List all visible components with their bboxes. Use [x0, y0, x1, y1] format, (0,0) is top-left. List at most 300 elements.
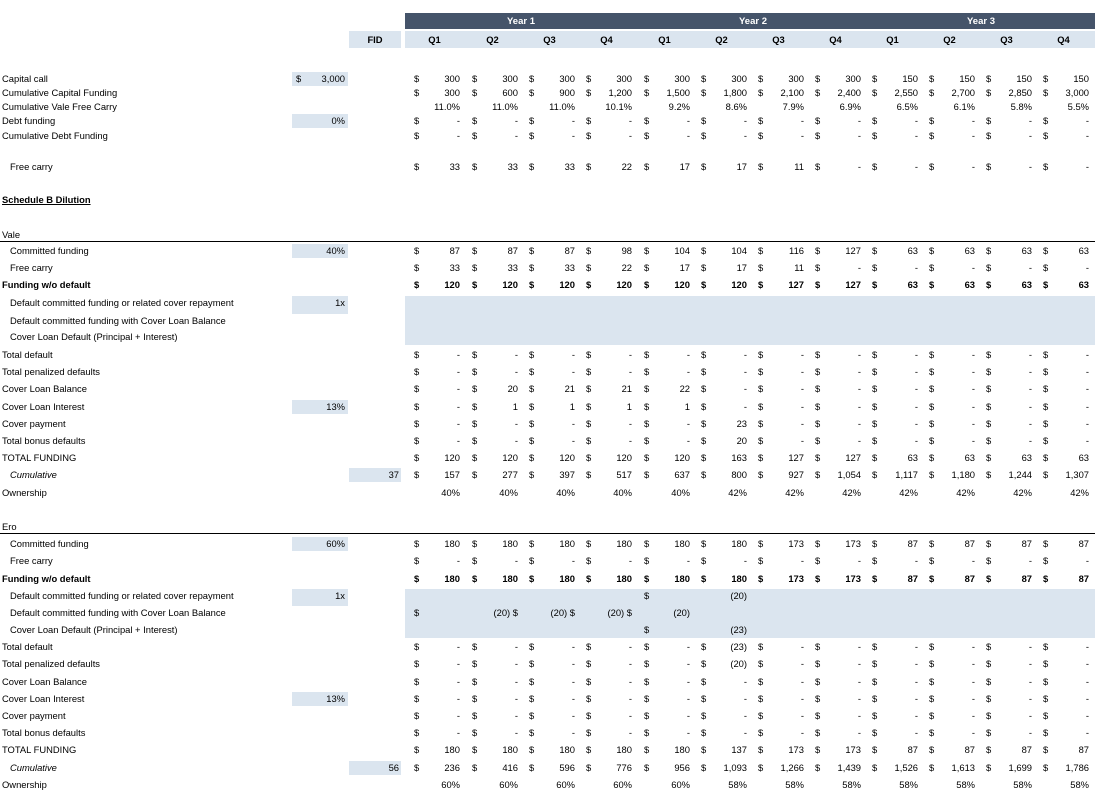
- cell-dollar-sign: $: [872, 130, 878, 141]
- table-cell: -: [514, 115, 518, 126]
- row-label: Funding w/o default: [2, 279, 91, 290]
- cell-dollar-sign: $: [1043, 727, 1049, 738]
- table-cell: 1,117: [895, 469, 918, 480]
- cell-dollar-sign: $: [701, 115, 707, 126]
- cell-dollar-sign: $: [586, 130, 592, 141]
- table-cell: 180: [616, 573, 632, 584]
- table-cell: 300: [788, 73, 804, 84]
- table-cell: -: [686, 366, 690, 377]
- table-cell: -: [971, 693, 975, 704]
- cell-dollar-sign: $: [815, 676, 821, 687]
- input-value[interactable]: 13%: [326, 693, 345, 704]
- cell-dollar-sign: $: [472, 161, 478, 172]
- cell-dollar-sign: $: [414, 279, 420, 290]
- cell-dollar-sign: $: [701, 245, 707, 256]
- cell-dollar-sign: $: [586, 245, 592, 256]
- table-cell: 58%: [1070, 779, 1089, 790]
- table-cell: 20: [736, 435, 747, 446]
- table-cell: -: [456, 658, 460, 669]
- quarter-header-label: Q1: [658, 34, 671, 45]
- table-cell: -: [914, 555, 918, 566]
- row-label: Default committed funding or related cover repayment: [10, 297, 234, 308]
- cell-dollar-sign: $: [414, 262, 420, 273]
- fid-value[interactable]: 37: [388, 469, 399, 480]
- cell-dollar-sign: $: [1043, 641, 1049, 652]
- table-cell: 87: [907, 744, 918, 755]
- cell-dollar-sign: $: [414, 418, 420, 429]
- table-cell: -: [914, 161, 918, 172]
- cell-dollar-sign: $: [986, 115, 992, 126]
- cell-dollar-sign: $: [472, 658, 478, 669]
- cell-dollar-sign: $: [758, 641, 764, 652]
- table-cell: -: [686, 676, 690, 687]
- cell-dollar-sign: $: [758, 727, 764, 738]
- table-cell: -: [857, 401, 861, 412]
- table-cell: -: [857, 658, 861, 669]
- cell-dollar-sign: $: [1043, 435, 1049, 446]
- table-cell: 180: [674, 744, 690, 755]
- table-cell: 180: [731, 573, 747, 584]
- cell-dollar-sign: $: [872, 658, 878, 669]
- cell-dollar-sign: $: [1043, 130, 1049, 141]
- cell-dollar-sign: $: [472, 469, 478, 480]
- table-cell: -: [857, 161, 861, 172]
- cell-dollar-sign: $: [872, 641, 878, 652]
- table-cell: -: [1028, 676, 1032, 687]
- cell-dollar-sign: $: [929, 418, 935, 429]
- table-cell: 137: [731, 744, 747, 755]
- table-cell: -: [971, 418, 975, 429]
- table-cell: -: [1085, 401, 1089, 412]
- cell-dollar-sign: $: [986, 469, 992, 480]
- cell-dollar-sign: $: [644, 262, 650, 273]
- input-value[interactable]: 1x: [335, 297, 345, 308]
- cell-dollar-sign: $: [472, 676, 478, 687]
- cell-dollar-sign: $: [472, 73, 478, 84]
- table-cell: -: [743, 349, 747, 360]
- table-cell: 157: [444, 469, 460, 480]
- cell-dollar-sign: $: [472, 435, 478, 446]
- cell-dollar-sign: $: [644, 469, 650, 480]
- cell-dollar-sign: $: [586, 641, 592, 652]
- cell-dollar-sign: $: [929, 555, 935, 566]
- cell-dollar-sign: $: [986, 87, 992, 98]
- table-cell: -: [628, 658, 632, 669]
- table-cell: 120: [502, 452, 518, 463]
- table-row: [0, 365, 1104, 379]
- table-row: [0, 623, 1104, 637]
- row-label: Capital call: [2, 73, 48, 84]
- table-cell: 173: [845, 744, 861, 755]
- table-cell: -: [1028, 161, 1032, 172]
- fid-value[interactable]: 56: [388, 762, 399, 773]
- table-cell: 3,000: [1065, 87, 1089, 98]
- table-cell: 33: [507, 262, 518, 273]
- table-cell: -: [514, 727, 518, 738]
- input-value[interactable]: 1x: [335, 590, 345, 601]
- table-cell: 104: [674, 245, 690, 256]
- cell-dollar-sign: $: [586, 693, 592, 704]
- row-label: Cover Loan Balance: [2, 383, 87, 394]
- cell-dollar-sign: $: [872, 693, 878, 704]
- table-cell: 87: [1021, 538, 1032, 549]
- table-cell: 63: [1021, 452, 1032, 463]
- cell-dollar-sign: $: [529, 435, 535, 446]
- quarter-header-label: Q3: [543, 34, 556, 45]
- cell-dollar-sign: $: [414, 658, 420, 669]
- input-value[interactable]: 40%: [326, 245, 345, 256]
- table-cell: 20: [507, 383, 518, 394]
- cell-dollar-sign: $: [758, 469, 764, 480]
- cell-dollar-sign: $: [929, 115, 935, 126]
- cell-dollar-sign: $: [414, 452, 420, 463]
- cell-dollar-sign: $: [758, 538, 764, 549]
- table-cell: 63: [907, 245, 918, 256]
- table-row: [0, 86, 1104, 100]
- table-cell: 300: [444, 73, 460, 84]
- cell-dollar-sign: $: [644, 115, 650, 126]
- cell-dollar-sign: $: [815, 710, 821, 721]
- cell-dollar-sign: $: [701, 555, 707, 566]
- table-cell: 150: [959, 73, 975, 84]
- table-cell: -: [857, 555, 861, 566]
- table-cell: 180: [444, 744, 460, 755]
- table-cell: -: [456, 727, 460, 738]
- cell-dollar-sign: $: [758, 435, 764, 446]
- table-cell: -: [571, 658, 575, 669]
- table-cell: -: [743, 727, 747, 738]
- table-cell: 1,526: [894, 762, 918, 773]
- table-cell: 180: [559, 573, 575, 584]
- row-label: Total bonus defaults: [2, 435, 86, 446]
- table-cell: 11.0%: [434, 101, 460, 112]
- input-value[interactable]: 3,000: [321, 73, 345, 84]
- table-cell: -: [1085, 383, 1089, 394]
- table-cell: 1,699: [1008, 762, 1032, 773]
- table-cell: 1,244: [1008, 469, 1032, 480]
- cell-dollar-sign: $: [929, 87, 935, 98]
- row-label: Default committed funding or related cover repayment: [10, 590, 234, 601]
- table-cell: -: [1085, 115, 1089, 126]
- cell-dollar-sign: $: [815, 727, 821, 738]
- cell-dollar-sign: $: [1043, 676, 1049, 687]
- cell-dollar-sign: $: [414, 573, 420, 584]
- table-cell: -: [571, 555, 575, 566]
- table-cell: 600: [502, 87, 518, 98]
- cell-dollar-sign: $: [872, 115, 878, 126]
- cell-dollar-sign: $: [872, 73, 878, 84]
- cell-dollar-sign: $: [872, 383, 878, 394]
- cell-dollar-sign: $: [701, 366, 707, 377]
- quarter-header-label: Q2: [943, 34, 956, 45]
- row-label: Cover payment: [2, 418, 66, 429]
- quarter-header-label: Q4: [600, 34, 613, 45]
- table-cell: -: [743, 366, 747, 377]
- table-cell: 5.5%: [1067, 101, 1089, 112]
- cell-dollar-sign: $: [758, 401, 764, 412]
- year-3-label: Year 3: [967, 16, 995, 27]
- cell-dollar-sign: $: [529, 676, 535, 687]
- table-cell: 63: [1078, 452, 1089, 463]
- table-cell: -: [914, 727, 918, 738]
- table-row: [0, 606, 1104, 620]
- cell-dollar-sign: $: [414, 130, 420, 141]
- table-cell: -: [686, 693, 690, 704]
- table-cell: 120: [444, 279, 460, 290]
- table-cell: -: [857, 349, 861, 360]
- table-cell: -: [1028, 366, 1032, 377]
- table-cell: -: [456, 349, 460, 360]
- table-cell: -: [686, 727, 690, 738]
- cell-dollar-sign: $: [586, 262, 592, 273]
- quarter-header-label: Q2: [486, 34, 499, 45]
- cell-dollar-sign: $: [529, 641, 535, 652]
- table-cell: 63: [964, 245, 975, 256]
- cell-dollar-sign: $: [472, 87, 478, 98]
- cell-dollar-sign: $: [815, 349, 821, 360]
- cell-dollar-sign: $: [986, 658, 992, 669]
- table-cell: 1,500: [666, 87, 690, 98]
- table-cell: -: [1085, 418, 1089, 429]
- cell-dollar-sign: $: [644, 435, 650, 446]
- cell-dollar-sign: $: [644, 641, 650, 652]
- table-cell: 11: [794, 161, 804, 172]
- table-cell: 900: [559, 87, 575, 98]
- cell-dollar-sign: $: [929, 658, 935, 669]
- row-label: TOTAL FUNDING: [2, 744, 77, 755]
- cell-dollar-sign: $: [986, 538, 992, 549]
- table-cell: -: [1085, 555, 1089, 566]
- cell-dollar-sign: $: [872, 744, 878, 755]
- table-row: [0, 709, 1104, 723]
- cell-dollar-sign: $: [929, 573, 935, 584]
- cell-dollar-sign: $: [472, 366, 478, 377]
- cell-dollar-sign: $: [872, 727, 878, 738]
- table-cell: -: [1085, 130, 1089, 141]
- table-cell: -: [628, 349, 632, 360]
- table-cell: 87: [564, 245, 575, 256]
- cell-dollar-sign: $: [758, 73, 764, 84]
- cell-dollar-sign: $: [414, 744, 420, 755]
- table-cell: 40%: [556, 487, 575, 498]
- cell-dollar-sign: $: [472, 279, 478, 290]
- table-cell: -: [914, 115, 918, 126]
- cell-dollar-sign: $: [929, 676, 935, 687]
- cell-dollar-sign: $: [472, 401, 478, 412]
- table-cell: 60%: [671, 779, 690, 790]
- table-row: [0, 468, 1104, 482]
- input-value[interactable]: 13%: [326, 401, 345, 412]
- cell-dollar-sign: $: [529, 130, 535, 141]
- table-cell: 40%: [613, 487, 632, 498]
- table-cell: -: [1085, 658, 1089, 669]
- fid-header-label: FID: [367, 34, 383, 45]
- table-cell: -: [857, 115, 861, 126]
- table-row: [0, 244, 1104, 258]
- cell-dollar-sign: $: [644, 555, 650, 566]
- cell-dollar-sign: $: [414, 73, 420, 84]
- cell-dollar-sign: $: [701, 762, 707, 773]
- cell-dollar-sign: $: [986, 130, 992, 141]
- table-cell: 116: [789, 245, 804, 256]
- table-cell: 180: [731, 538, 747, 549]
- table-cell: 63: [907, 452, 918, 463]
- cell-dollar-sign: $: [929, 744, 935, 755]
- table-cell: -: [456, 383, 460, 394]
- table-cell: -: [456, 676, 460, 687]
- cell-dollar-sign: $: [414, 161, 420, 172]
- input-value[interactable]: 60%: [326, 538, 345, 549]
- cell-dollar-sign: $: [472, 573, 478, 584]
- cell-dollar-sign: $: [986, 573, 992, 584]
- cell-dollar-sign: $: [529, 693, 535, 704]
- table-row: [0, 348, 1104, 362]
- table-cell: 87: [1078, 538, 1089, 549]
- cell-dollar-sign: $: [529, 538, 535, 549]
- table-cell: 87: [907, 538, 918, 549]
- table-cell: 180: [616, 538, 632, 549]
- table-cell: -: [514, 555, 518, 566]
- table-cell: -: [857, 641, 861, 652]
- table-cell: -: [800, 693, 804, 704]
- cell-dollar-sign: $: [529, 245, 535, 256]
- table-cell: -: [571, 418, 575, 429]
- input-value[interactable]: 0%: [331, 115, 345, 126]
- table-cell: -: [800, 366, 804, 377]
- table-cell: 300: [444, 87, 460, 98]
- table-cell: 17: [736, 262, 747, 273]
- cell-dollar-sign: $: [414, 401, 420, 412]
- cell-dollar-sign: $: [872, 555, 878, 566]
- cell-dollar-sign: $: [701, 710, 707, 721]
- table-cell: 104: [731, 245, 747, 256]
- table-cell: -: [1028, 710, 1032, 721]
- cell-dollar-sign: $: [815, 366, 821, 377]
- cell-dollar-sign: $: [529, 401, 535, 412]
- cell-dollar-sign: $: [929, 727, 935, 738]
- cell-dollar-sign: $: [815, 641, 821, 652]
- cell-dollar-sign: $: [986, 418, 992, 429]
- cell-dollar-sign: $: [414, 383, 420, 394]
- row-label: Committed funding: [10, 245, 89, 256]
- table-cell: 127: [845, 279, 861, 290]
- table-cell: 127: [845, 245, 861, 256]
- table-cell: 517: [616, 469, 632, 480]
- cell-dollar-sign: $: [701, 693, 707, 704]
- table-cell: 1,180: [951, 469, 975, 480]
- table-cell: 6.1%: [953, 101, 975, 112]
- table-cell: -: [800, 710, 804, 721]
- table-cell: 58%: [1013, 779, 1032, 790]
- cell-dollar-sign: $: [586, 73, 592, 84]
- cell-dollar-sign: $: [986, 366, 992, 377]
- cell-dollar-sign: $: [1043, 161, 1049, 172]
- row-label: Ownership: [2, 487, 47, 498]
- cell-dollar-sign: $: [1043, 115, 1049, 126]
- table-cell: (20): [730, 658, 747, 669]
- cell-dollar-sign: $: [586, 452, 592, 463]
- table-cell: -: [971, 710, 975, 721]
- cell-dollar-sign: $: [929, 130, 935, 141]
- cell-dollar-sign: $: [472, 115, 478, 126]
- cell-dollar-sign: $: [815, 693, 821, 704]
- table-cell: -: [857, 676, 861, 687]
- table-row: [0, 743, 1104, 757]
- table-cell: 1: [512, 401, 518, 412]
- table-cell: -: [800, 418, 804, 429]
- table-cell: -: [1028, 115, 1032, 126]
- table-cell: 11: [794, 262, 804, 273]
- table-cell: -: [914, 366, 918, 377]
- row-label: Free carry: [10, 555, 53, 566]
- table-cell: 58%: [956, 779, 975, 790]
- table-row: [0, 537, 1104, 551]
- year-2-label: Year 2: [739, 16, 767, 27]
- cell-dollar-sign: $: [644, 658, 650, 669]
- table-cell: -: [1028, 555, 1032, 566]
- table-cell: 277: [502, 469, 518, 480]
- row-label: Debt funding: [2, 115, 56, 126]
- table-cell: (20): [730, 590, 747, 601]
- table-cell: 1: [569, 401, 575, 412]
- cell-dollar-sign: $: [986, 676, 992, 687]
- table-cell: -: [628, 130, 632, 141]
- cell-dollar-sign: $: [586, 762, 592, 773]
- table-row: [0, 400, 1104, 414]
- table-cell: 87: [507, 245, 518, 256]
- cell-dollar-sign: $: [986, 279, 992, 290]
- cell-dollar-sign: $: [758, 676, 764, 687]
- table-cell: -: [800, 383, 804, 394]
- cell-dollar-sign: $: [472, 452, 478, 463]
- table-cell: 120: [616, 279, 632, 290]
- table-cell: 42%: [1070, 487, 1089, 498]
- year-1-label: Year 1: [507, 16, 535, 27]
- table-cell: 33: [564, 262, 575, 273]
- table-cell: 300: [845, 73, 861, 84]
- cell-dollar-sign: $: [644, 418, 650, 429]
- table-cell: -: [914, 401, 918, 412]
- cell-dollar-sign: $: [529, 762, 535, 773]
- cell-dollar-sign: $: [529, 469, 535, 480]
- table-cell: -: [628, 693, 632, 704]
- table-cell: 63: [1078, 279, 1089, 290]
- table-row: [0, 761, 1104, 775]
- table-cell: -: [628, 435, 632, 446]
- table-row: [0, 382, 1104, 396]
- table-cell: 163: [731, 452, 747, 463]
- table-cell: 120: [674, 452, 690, 463]
- cell-dollar-sign: $: [586, 744, 592, 755]
- table-cell: -: [800, 641, 804, 652]
- cell-dollar-sign: $: [701, 727, 707, 738]
- table-cell: 1,266: [780, 762, 804, 773]
- cell-dollar-sign: $: [758, 744, 764, 755]
- cell-dollar-sign: $: [815, 130, 821, 141]
- cell-dollar-sign: $: [815, 245, 821, 256]
- cell-dollar-sign: $: [644, 349, 650, 360]
- table-cell: 120: [559, 452, 575, 463]
- cell-dollar-sign: $: [758, 383, 764, 394]
- cell-dollar-sign: $: [529, 366, 535, 377]
- table-cell: 11.0%: [549, 101, 575, 112]
- table-cell: -: [1028, 641, 1032, 652]
- table-cell: -: [857, 727, 861, 738]
- cell-dollar-sign: $: [872, 366, 878, 377]
- cell-dollar-sign: $: [1043, 366, 1049, 377]
- table-cell: -: [971, 161, 975, 172]
- table-cell: 180: [674, 538, 690, 549]
